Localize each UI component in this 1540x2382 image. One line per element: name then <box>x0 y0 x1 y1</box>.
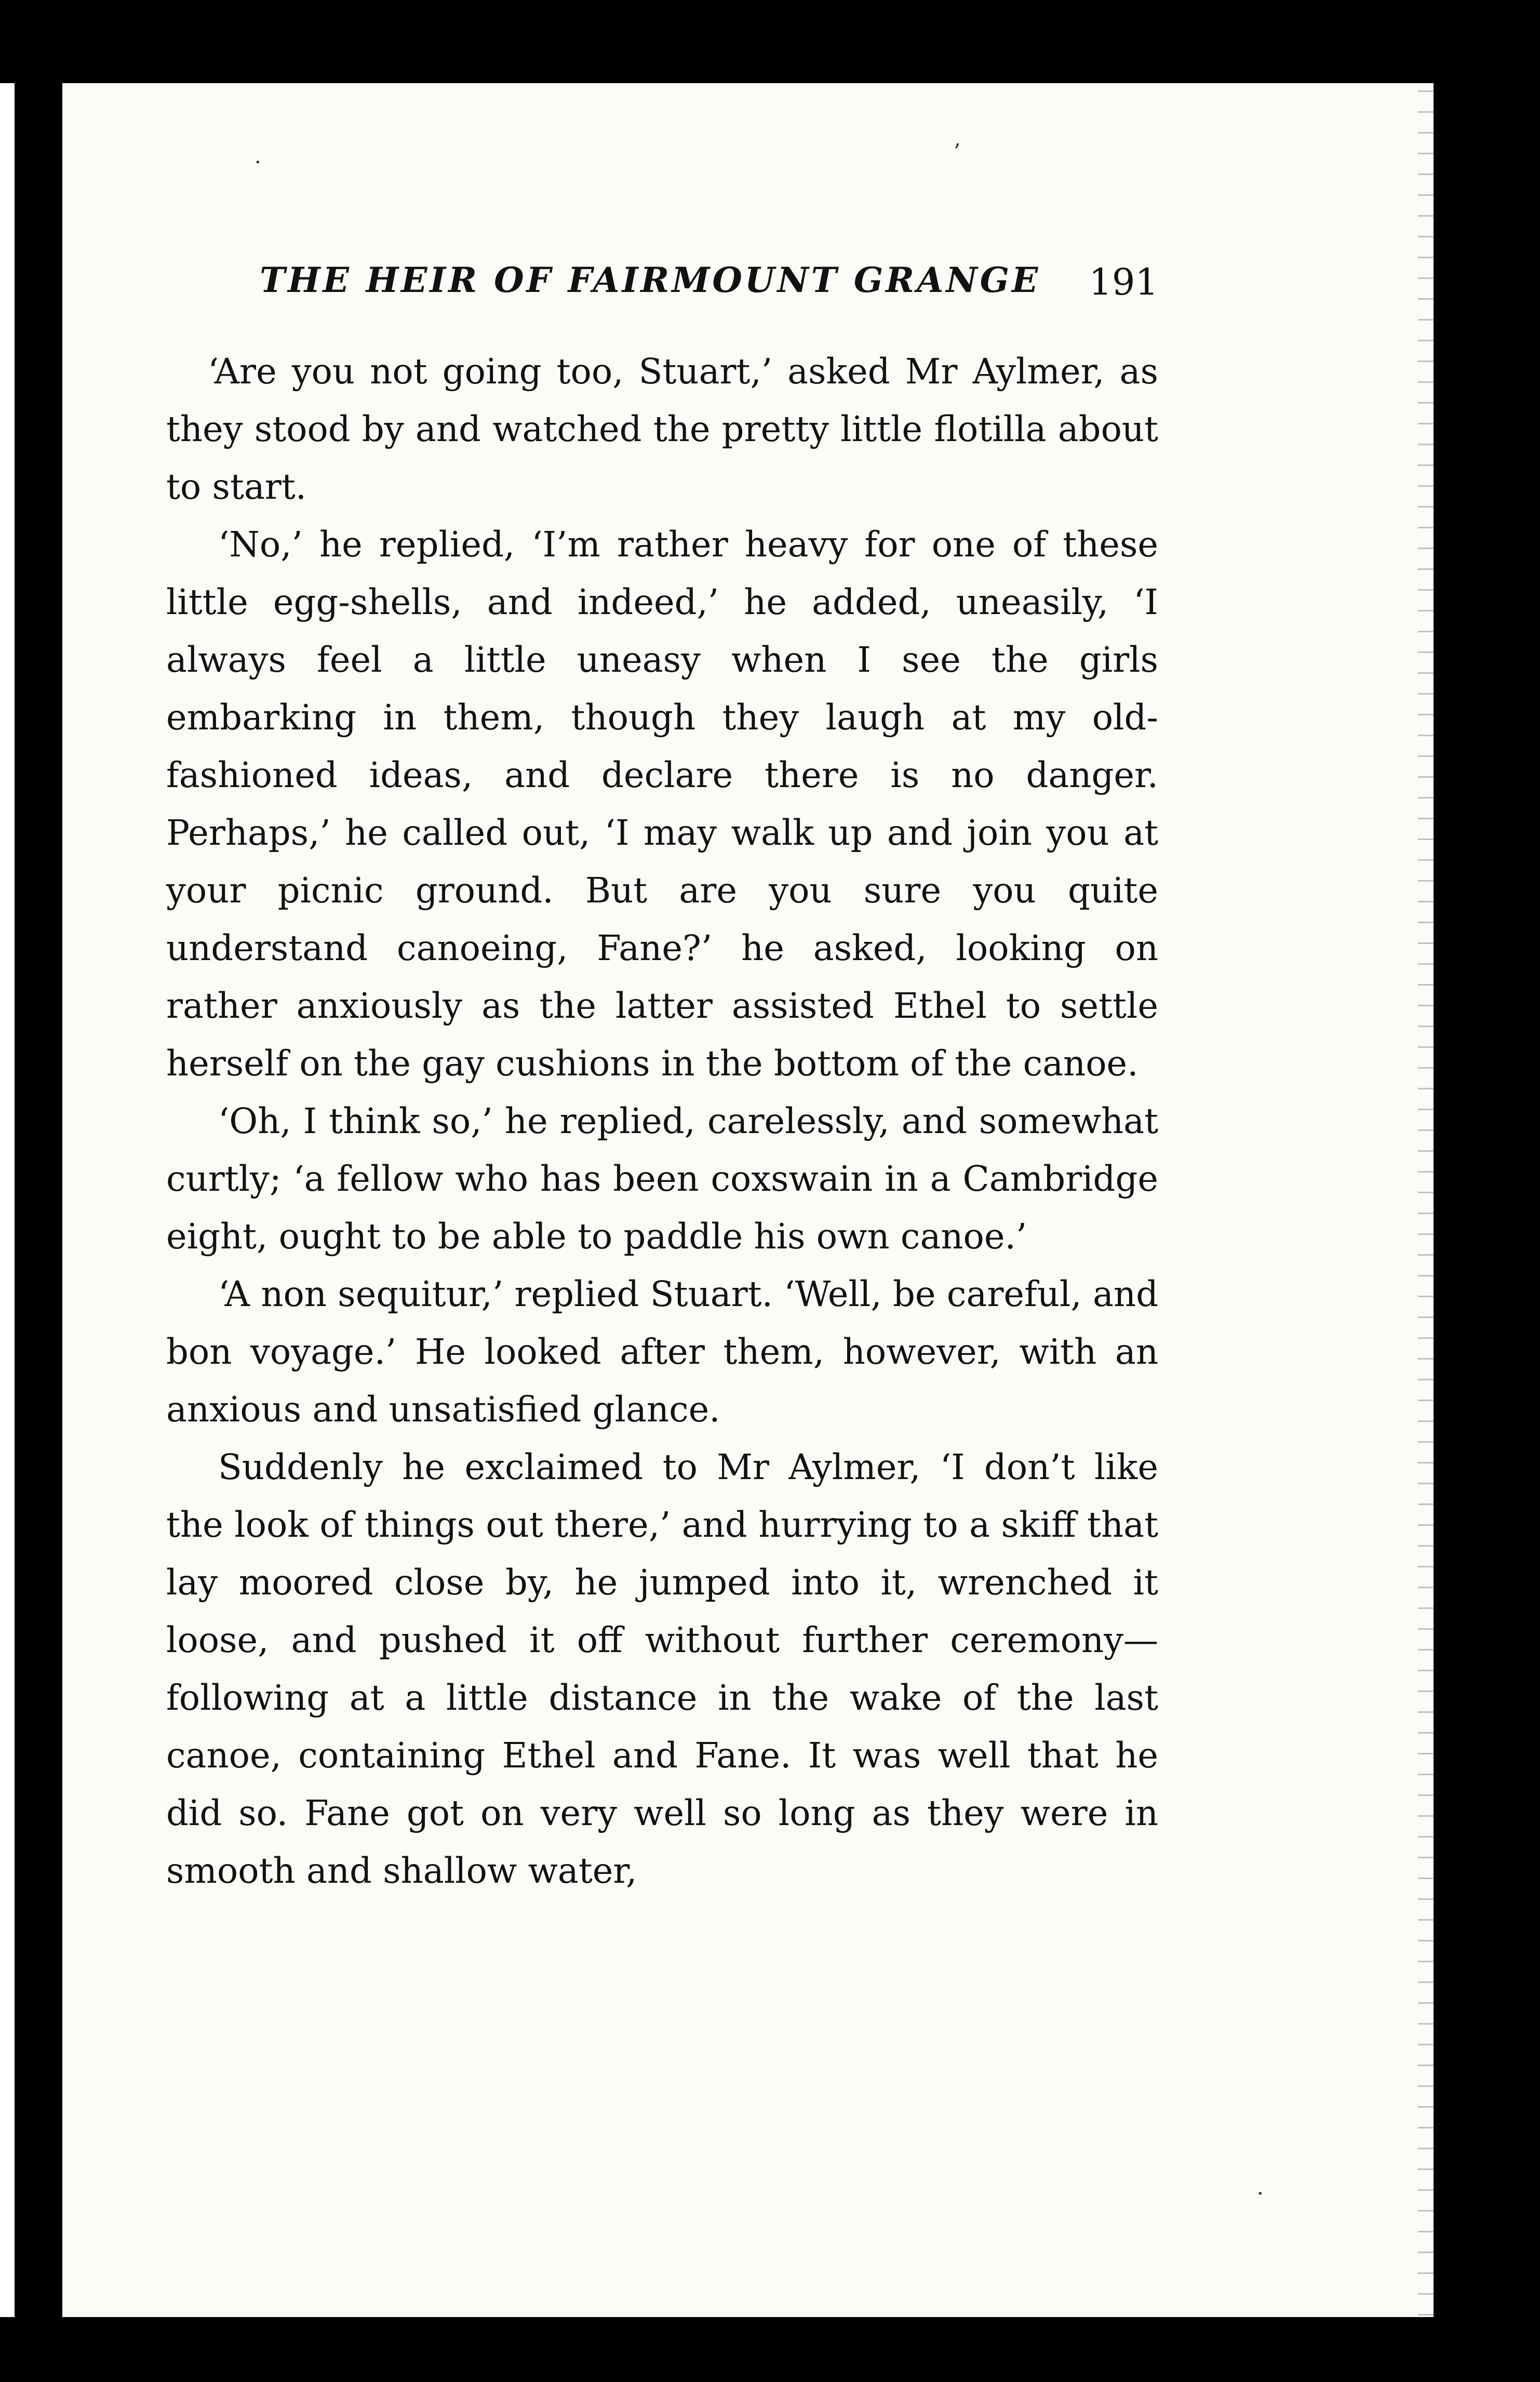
page-number: 191 <box>1089 261 1158 303</box>
paragraph-4: ‘A non sequitur,’ replied Stuart. ‘Well, be careful, and bon voyage.’ He looked after them, however, with an anxious and unsatisfied glance. <box>166 1274 1158 1430</box>
paragraph-3: ‘Oh, I think so,’ he replied, carelessly, and somewhat curtly; ‘a fellow who has been coxswain in a Cambridge eight, ought to be able to paddle his own canoe.’ <box>166 1101 1158 1257</box>
paragraph-5: Suddenly he exclaimed to Mr Aylmer, ‘I don’t like the look of things out there,’ and hurrying to a skiff that lay moored close by, he jumped into it, wrenched it loose, and pushed it off without further ceremony—following at a little distance in the wake of the last canoe, containing Ethel and Fane. It was well that he did so. Fane got on very well so long as they were in smooth and shallow water, <box>166 1447 1158 1891</box>
print-speck: · <box>1257 2182 1264 2206</box>
body-text <box>166 343 1158 1900</box>
print-speck: ʼ <box>953 140 960 164</box>
page-left-edge <box>0 83 15 2317</box>
paragraph-2: ‘No,’ he replied, ‘I’m rather heavy for one of these little egg-shells, and indeed,’ he added, uneasily, ‘I always feel a little uneasy when I see the girls embarking in them, though they laugh at my old-fashioned ideas, and declare there is no danger. Perhaps,’ he called out, ‘I may walk up and join you at your picnic ground. But are you sure you quite understand canoeing, Fane?’ he asked, looking on rather anxiously as the latter assisted Ethel to settle herself on the gay cushions in the bottom of the canoe. <box>166 524 1158 1084</box>
page-header <box>260 260 1158 312</box>
print-speck: · <box>255 151 261 175</box>
paragraph-1: ‘Are you not going too, Stuart,’ asked Mr Aylmer, as they stood by and watched the pretty little flotilla about to start. <box>166 351 1158 507</box>
running-title: THE HEIR OF FAIRMOUNT GRANGE <box>260 260 1041 300</box>
page-right-edge <box>1418 83 1434 2317</box>
